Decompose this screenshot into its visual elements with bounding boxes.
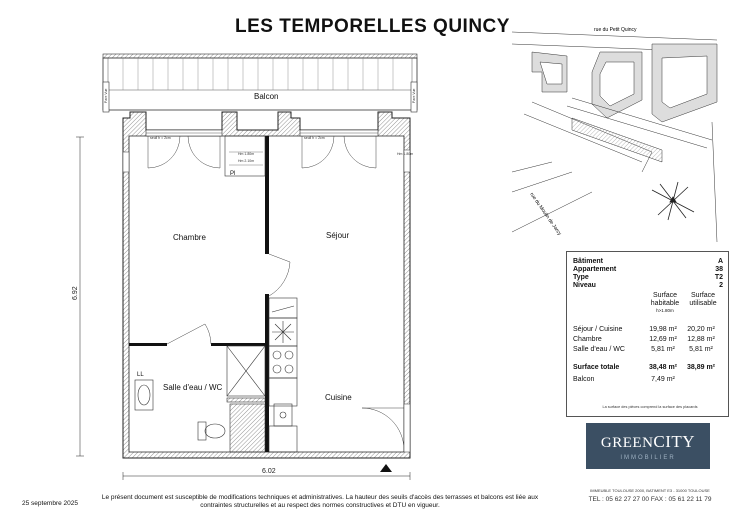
- hm-note-2: Hm 2.10m: [238, 159, 255, 163]
- col-header-utilisable: Surface utilisable: [689, 292, 717, 307]
- col-header-habitable: Surface habitable: [650, 292, 680, 307]
- placard-label: Pl: [230, 171, 236, 177]
- entrance-arrow-icon: [380, 464, 392, 472]
- col-header-habitable-note: h>1.80m: [656, 308, 674, 313]
- page-title: LES TEMPORELLES QUINCY: [235, 16, 510, 37]
- pare-vue-right: Pare Vue: [412, 88, 416, 103]
- disclaimer: Le présent document est susceptible de modifications techniques et administratives. La hauteur des seuils d'accès des terrasses et balcons est liée aux contraintes structurelles et au respect des normes constructives et DTU en vigueur.: [101, 494, 539, 509]
- room-label-cuisine: Cuisine: [325, 393, 352, 402]
- street-label-top: rue du Petit Quincy: [594, 27, 637, 33]
- room-label-balcon: Balcon: [254, 92, 279, 101]
- company-phone: TEL : 05 62 27 27 00 FAX : 05 61 22 11 79: [588, 496, 712, 503]
- area-row-sdb: Salle d'eau / WC 5,81 m² 5,81 m²: [573, 346, 713, 353]
- hm-note-1: Hm 1.80m: [238, 152, 255, 156]
- area-row-sejour: Séjour / Cuisine 19,98 m² 20,20 m²: [573, 326, 715, 333]
- location-map: [512, 22, 724, 242]
- pare-vue-left: Pare Vue: [104, 88, 108, 103]
- greencity-logo: GREENCITY IMMOBILIER: [586, 423, 710, 469]
- room-label-sdb: Salle d'eau / WC: [163, 383, 223, 392]
- balcony: [103, 54, 417, 112]
- area-row-balcon: Balcon 7,49 m²: [573, 376, 675, 383]
- room-label-chambre: Chambre: [173, 233, 206, 242]
- seuil-note-right: seuil h = 2cm: [304, 136, 325, 140]
- apartment-info-panel: Bâtiment A Appartement 38 Type T2 Niveau 2 Surface habitable h>1.80m Surface utilisable Séjour / Cuisine 19,98 m² 20,20 m² Chambre 12,69 m² 12,88 m² Salle d'eau / WC 5,81 m² 5,81 m² Surface totale 38,48 m² 38,89 m² Balcon 7,49 m²: [566, 251, 729, 417]
- document-date: 25 septembre 2025: [22, 500, 79, 507]
- company-address: IMMEUBLE TOULOUSE 2000, BATIMENT E3 - 31000 TOULOUSE: [590, 488, 710, 493]
- area-row-total: Surface totale 38,48 m² 38,89 m²: [573, 364, 716, 371]
- hm-note-3: Hm 1.80m: [397, 152, 414, 156]
- surface-note: La surface des pièces comprend la surface des placards: [602, 405, 698, 409]
- room-label-sejour: Séjour: [326, 231, 350, 240]
- seuil-note-left: seuil h = 2cm: [150, 136, 171, 140]
- ll-label: LL: [137, 372, 144, 378]
- area-row-chambre: Chambre 12,69 m² 12,88 m²: [573, 336, 715, 343]
- dimension-height: 6.92: [72, 286, 79, 300]
- street-label-left: rue du Moulin de Jarcy: [528, 191, 563, 237]
- dimension-width: 6.02: [262, 468, 276, 475]
- compass-icon: [652, 182, 694, 220]
